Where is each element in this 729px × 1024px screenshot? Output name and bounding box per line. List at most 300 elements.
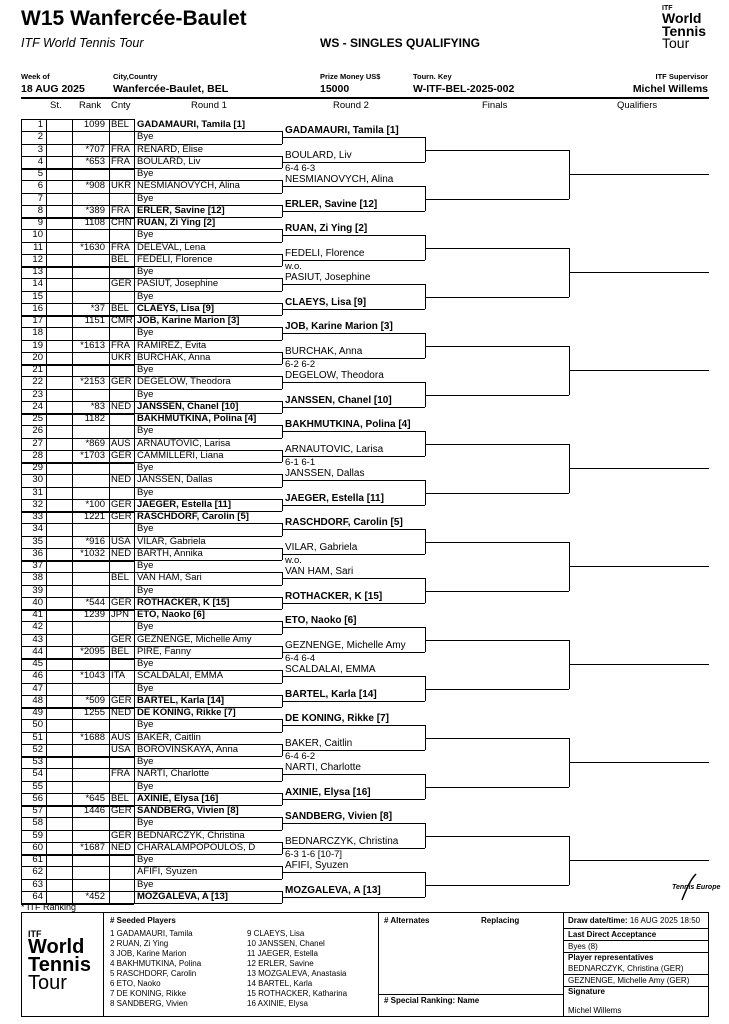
seeded-player: 2 RUAN, Zi Ying [110,939,169,948]
round2-player-name: PASIUT, Josephine [285,272,371,284]
entry-player-name: ROTHACKER, K [15] [137,596,230,608]
entry-player-name: Bye [137,229,154,241]
entry-number: 11 [33,241,43,253]
seeded-player: 4 BAKHMUTKINA, Polina [110,959,202,968]
entry-player-name: Bye [137,560,154,571]
entry-number: 13 [32,266,43,277]
col-round1: Round 1 [191,100,227,111]
round2-player-name: JANSSEN, Chanel [10] [285,394,392,406]
logo-line-4: Tour [662,35,690,52]
lda-label: Last Direct Acceptance [568,930,657,939]
entry-player-name: RASCHDORF, Carolin [5] [137,511,249,522]
entry-number: 41 [32,609,43,620]
entry-country: GER [111,805,132,816]
entry-rank [72,879,105,891]
week-label: Week of [21,72,50,81]
footer-divider-2 [378,912,379,1016]
entry-number: 60 [32,841,43,853]
entry-rank [72,585,105,597]
entry-number: 30 [32,474,43,486]
entry-draw-line [134,817,282,818]
round2-player-name: DEGELOW, Theodora [285,370,384,382]
entry-player-name: JANSSEN, Dallas [137,474,213,486]
seeded-players-label: # Seeded Players [110,916,176,925]
entry-number: 9 [37,217,43,228]
entry-rank [72,817,105,829]
footer-right-rule [708,912,709,1016]
finals-draw-line [425,395,569,396]
round2-score: 6-4 6-3 [285,162,316,174]
entry-number: 20 [32,351,43,363]
entry-player-name: RUAN, Zi Ying [2] [137,217,216,228]
finals-draw-line [425,738,569,739]
entry-country: GER [111,596,132,608]
entry-draw-line [134,621,282,622]
entry-rank [72,254,105,266]
entry-number: 3 [37,143,43,155]
entry-number: 19 [32,339,43,351]
col-rank: Rank [79,100,102,111]
itf-ranking-note: * ITF Ranking [21,902,77,912]
entry-rank: 1108 [84,217,105,228]
entry-player-name: MOZGALEVA, A [13] [137,890,228,902]
entry-player-name: BOROVINSKAYA, Anna [137,743,239,755]
finals-draw-line [425,591,569,592]
qualifier-line [569,762,709,763]
entry-rank: *707 [85,143,105,155]
entry-number: 45 [32,658,43,669]
entry-number: 24 [32,400,43,412]
entry-number: 1 [37,119,43,130]
round2-draw-line [282,725,425,726]
entry-rank: *1043 [80,670,105,682]
entry-rank: *37 [90,302,105,314]
entry-rank [72,168,105,180]
prize-value: 15000 [320,83,350,95]
entry-number: 21 [32,364,43,375]
entry-number: 46 [32,670,43,682]
info-rule-1 [563,928,708,929]
entry-draw-line [134,903,282,904]
entry-country: GER [111,278,132,290]
entry-draw-line [134,879,282,880]
entry-number: 2 [37,131,43,143]
round2-player-name: VILAR, Gabriela [285,541,358,553]
entry-country: FRA [111,241,130,253]
draw-type: WS - SINGLES QUALIFYING [320,36,481,50]
player-rep-1: BEDNARCZYK, Christina (GER) [568,964,684,973]
entry-number: 26 [32,425,43,437]
entry-draw-line [134,683,282,684]
qualifier-line [569,370,709,371]
entry-number: 22 [32,376,43,388]
special-ranking-label: # Special Ranking: Name [384,996,480,1005]
entry-rank [72,364,105,376]
entry-player-name: NESMIANOVYCH, Alina [137,180,240,192]
round2-player-name: ROTHACKER, K [15] [285,590,383,602]
round2-player-name: JOB, Karine Marion [3] [285,321,393,333]
seeded-player: 9 CLAEYS, Lisa [247,929,305,938]
round2-draw-line [282,897,425,898]
city-label: City,Country [113,72,158,81]
entry-country: NED [111,707,132,718]
entry-number: 10 [32,229,43,241]
entry-rank: *452 [85,890,105,902]
entry-rank: *100 [85,498,105,510]
entry-draw-line [134,291,282,292]
tournament-title: W15 Wanfercée-Baulet [21,7,247,30]
footer-logo-line-4: Tour [28,972,67,995]
round2-draw-line [282,407,425,408]
entry-rank [72,327,105,339]
entry-draw-line [134,462,282,463]
round2-draw-line [282,627,425,628]
entry-number: 44 [32,645,43,657]
entry-country: ITA [111,670,126,682]
entry-number: 18 [32,327,43,339]
entry-rank [72,389,105,401]
entry-rank: *1032 [80,547,105,559]
draw-datetime-value: 16 AUG 2025 18:50 [629,916,701,925]
seeded-player: 14 BARTEL, Karla [247,979,313,988]
entry-number: 37 [32,560,43,571]
signature-value: Michel Willems [568,1006,622,1015]
finals-draw-line [425,150,569,151]
alternates-label: # Alternates [384,916,430,925]
round2-score: 6-3 1-6 [10-7] [285,848,343,860]
entry-draw-line [134,229,282,230]
entry-draw-line [134,425,282,426]
round2-draw-line [282,872,425,873]
entry-number: 47 [32,682,43,694]
seeded-player: 1 GADAMAURI, Tamila [110,929,193,938]
entry-country: NED [111,547,132,559]
entry-draw-line [134,131,282,132]
entry-country: FRA [111,204,130,216]
round2-player-name: BAKER, Caitlin [285,737,353,749]
entry-rank: *1703 [80,449,105,461]
finals-draw-line [425,346,569,347]
entry-player-name: ETO, Naoko [6] [137,609,205,620]
round2-draw-line [282,260,425,261]
round2-draw-line [282,505,425,506]
entry-rank: *389 [85,204,105,216]
round2-draw-line [282,529,425,530]
entry-rank [72,474,105,486]
entry-rank: *83 [90,400,105,412]
entry-number: 29 [32,462,43,473]
entry-number: 7 [37,192,43,204]
entry-rank [72,866,105,878]
entry-rank: *1630 [80,241,105,253]
draw-datetime-label: Draw date/time: [568,916,628,925]
entry-rank [72,719,105,731]
entry-rank [72,781,105,793]
entry-player-name: BARTH, Annika [137,547,203,559]
col-st: St. [50,100,62,111]
round2-player-name: BOULARD, Liv [285,149,352,161]
entry-player-name: FEDELI, Florence [137,253,213,265]
entry-number: 62 [32,866,43,878]
round2-draw-line [282,554,425,555]
entry-country: GER [111,694,132,706]
round2-player-name: BARTEL, Karla [14] [285,688,377,700]
entry-player-name: BAKHMUTKINA, Polina [4] [137,413,257,424]
entry-country: BEL [111,119,129,130]
entry-rank [72,572,105,584]
logo-line-1: ITF [662,5,673,12]
round2-player-name: NARTI, Charlotte [285,762,361,774]
entry-rank: *653 [85,155,105,167]
entry-number: 12 [32,253,43,265]
logo-line-3: Tennis [662,22,707,39]
entry-player-name: DEGELOW, Theodora [137,376,231,388]
finals-draw-line [425,199,569,200]
seeded-player: 16 AXINIE, Elysa [247,999,308,1008]
entry-player-name: Bye [137,364,154,375]
entry-rank: *1687 [80,841,105,853]
key-label: Tourn. Key [413,72,452,81]
finals-draw-line [425,787,569,788]
entry-player-name: VILAR, Gabriela [137,535,206,547]
player-rep-2: GEZNENGE, Michelle Amy (GER) [568,976,690,985]
entry-number: 52 [32,743,43,755]
signature-label: Signature [568,987,605,996]
entry-country: NED [111,841,132,853]
entry-rank: *645 [85,792,105,804]
entry-number: 50 [32,719,43,731]
footer-top-rule [21,912,709,913]
entry-country: GER [111,449,132,461]
entry-rank [72,229,105,241]
entry-rank [72,768,105,780]
entry-player-name: Bye [137,131,154,143]
entry-draw-line [134,560,282,561]
entry-player-name: PASIUT, Josephine [137,278,219,290]
entry-rank [72,193,105,205]
entry-player-name: CHARALAMPOPOULOS, D [137,841,256,853]
round2-player-name: GEZNENGE, Michelle Amy [285,639,406,651]
entry-rank [72,487,105,499]
entry-country: FRA [111,143,130,155]
entry-draw-line [134,193,282,194]
entry-player-name: Bye [137,523,154,535]
entry-country: UKR [111,180,132,192]
entry-player-name: Bye [137,658,154,669]
entry-player-name: VAN HAM, Sari [137,572,202,584]
entry-rank: *1613 [80,339,105,351]
round2-player-name: DE KONING, Rikke [7] [285,713,389,725]
entry-player-name: BEDNARCZYK, Christina [137,829,245,841]
entry-country: FRA [111,339,130,351]
finals-draw-line [425,542,569,543]
footer-left-rule [21,912,22,1016]
footer-itf-logo [28,929,91,995]
entry-draw-line [134,327,282,328]
entry-country: NED [111,474,132,486]
seeded-player: 10 JANSSEN, Chanel [247,939,325,948]
entry-rank: 1446 [83,805,105,816]
entry-player-name: Bye [137,756,154,767]
entry-rank [72,266,105,278]
entry-draw-line [134,168,282,169]
seeded-player: 7 DE KONING, Rikke [110,989,187,998]
round2-score: 6-4 6-4 [285,652,316,664]
entry-country: BEL [111,572,129,584]
entry-rank [72,131,105,143]
entry-country: JPN [111,609,129,620]
entry-rank: 1255 [83,707,105,718]
entry-country: AUS [111,731,131,743]
entry-rank: *1688 [80,731,105,743]
entry-player-name: Bye [137,327,154,339]
entry-number: 51 [32,731,43,743]
entry-country: USA [111,535,131,547]
entry-number: 39 [32,584,43,596]
round2-draw-line [282,284,425,285]
entry-rank: 1151 [84,315,105,326]
entry-number: 53 [32,756,43,767]
entry-number: 23 [32,388,43,400]
entry-player-name: DE KONING, Rikke [7] [137,707,236,718]
round2-player-name: NESMIANOVYCH, Alina [285,174,394,186]
entry-country: NED [111,400,132,412]
entry-number: 59 [32,829,43,841]
round2-draw-line [282,309,425,310]
round2-player-name: MOZGALEVA, A [13] [285,884,381,896]
entry-country: FRA [111,768,130,780]
entry-country: GER [111,829,132,841]
entry-rank: *509 [85,694,105,706]
entry-country: USA [111,743,131,755]
entry-rank: *2153 [80,376,105,388]
entry-player-name: Bye [137,168,154,179]
round2-draw-line [282,799,425,800]
finals-draw-line [425,444,569,445]
entry-player-name: Bye [137,266,154,277]
finals-draw-line [425,836,569,837]
entry-rank [72,658,105,670]
entry-draw-line [134,266,282,267]
entry-draw-line [134,719,282,720]
round2-draw-line [282,431,425,432]
round2-draw-line [282,211,425,212]
finals-draw-line [425,248,569,249]
entry-country: CHN [111,217,132,228]
entry-draw-line [134,389,282,390]
entry-number: 36 [32,547,43,559]
prize-label: Prize Money US$ [320,72,381,81]
entry-player-name: JANSSEN, Chanel [10] [137,400,239,412]
round2-score: 6-1 6-1 [285,456,316,468]
entry-draw-line [134,756,282,757]
round2-draw-line [282,333,425,334]
round2-draw-line [282,186,425,187]
entry-rank: 1239 [83,609,105,620]
entry-rank [72,854,105,866]
entry-player-name: BOULARD, Liv [137,155,201,167]
entry-number: 28 [32,449,43,461]
entry-player-name: AFIFI, Syuzen [137,866,198,878]
entry-rank [72,744,105,756]
entry-rank: *2095 [80,645,105,657]
entry-draw-line [134,487,282,488]
entry-number: 43 [32,633,43,645]
entry-number: 33 [32,511,43,522]
entry-number: 8 [37,204,43,216]
seeded-player: 6 ETO, Naoko [110,979,161,988]
entry-rank [72,352,105,364]
entry-country: GER [111,376,132,388]
replacing-label: Replacing [481,916,520,925]
draw-datetime [568,916,700,926]
round2-draw-line [282,137,425,138]
round2-player-name: ARNAUTOVIC, Larisa [285,443,384,455]
round2-player-name: GADAMAURI, Tamila [1] [285,125,399,137]
entry-number: 56 [32,792,43,804]
entry-draw-line [134,523,282,524]
entry-player-name: GADAMAURI, Tamila [1] [137,119,246,130]
seeded-player: 12 ERLER, Savine [247,959,314,968]
entry-number: 61 [32,854,43,865]
entry-number: 63 [32,878,43,890]
col-finals: Finals [482,100,508,111]
round2-draw-line [282,774,425,775]
round2-player-name: SCALDALAI, EMMA [285,664,376,676]
seeded-player: 13 MOZGALEVA, Anastasia [247,969,347,978]
header-rule [21,97,709,99]
qualifier-line [569,664,709,665]
entry-number: 49 [32,707,43,718]
round2-score: w.o. [285,554,302,566]
entry-number: 40 [32,596,43,608]
entry-player-name: Bye [137,425,154,437]
entry-country: UKR [111,351,132,363]
entry-country: GER [111,498,132,510]
entry-country: CMR [111,315,133,326]
entry-country: BEL [111,302,129,314]
entry-player-name: NARTI, Charlotte [137,768,210,780]
qualifier-line [569,468,709,469]
player-reps-label: Player representatives [568,953,654,962]
qualifier-line [569,566,709,567]
entry-number: 35 [32,535,43,547]
round2-player-name: BAKHMUTKINA, Polina [4] [285,419,411,431]
round2-player-name: FEDELI, Florence [285,247,365,259]
entry-rank [72,291,105,303]
round2-draw-line [282,578,425,579]
qualifier-line [569,860,709,861]
entry-player-name: Bye [137,462,154,473]
round2-player-name: JANSSEN, Dallas [285,468,365,480]
entry-rank: 1221 [83,511,105,522]
tennis-europe-swoosh-icon [678,872,698,902]
entry-player-name: RAMIREZ, Evita [137,339,207,351]
seeded-player: 5 RASCHDORF, Carolin [110,969,197,978]
footer-logo-line-2: World [28,936,85,959]
entry-country: GER [111,633,132,645]
entry-player-name: DELEVAL, Lena [137,241,206,253]
finals-draw-line [425,885,569,886]
round2-player-name: CLAEYS, Lisa [9] [285,296,367,308]
entry-number: 58 [32,817,43,829]
entry-number: 6 [37,180,43,192]
entry-number: 38 [32,572,43,584]
entry-player-name: CLAEYS, Lisa [9] [137,302,215,314]
entry-number: 17 [32,315,43,326]
entry-rank [72,278,105,290]
entry-rank [72,425,105,437]
